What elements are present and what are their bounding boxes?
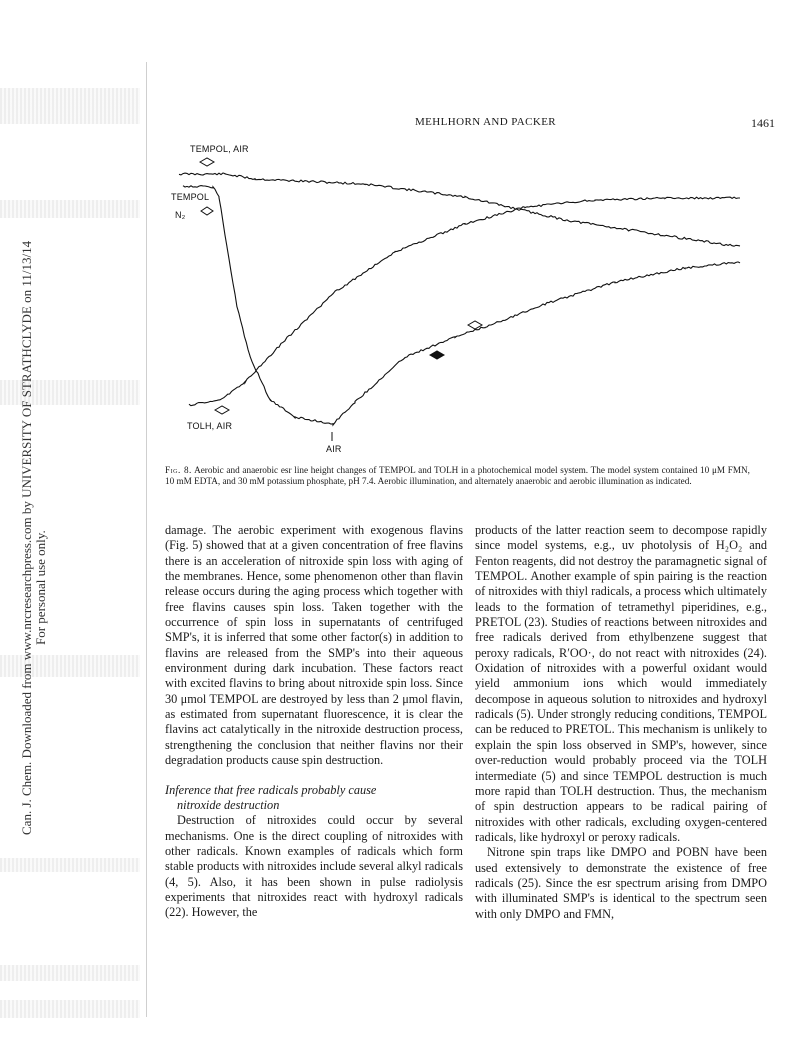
personal-use-line: For personal use only. — [33, 530, 48, 645]
section-heading — [165, 783, 463, 814]
label-tempol: TEMPOL — [171, 192, 210, 202]
section-heading-line-2: nitroxide destruction — [177, 797, 280, 812]
right-paragraph-2: Nitrone spin traps like DMPO and POBN have been used extensively to demonstrate the existence of free radicals (25). Since the esr spectrum arising from DMPO with illuminated SMP's is identical to the spectrum seen with only DMPO and FMN, — [475, 845, 767, 921]
scan-artifact — [0, 965, 140, 981]
label-tolh-air: TOLH, AIR — [187, 421, 233, 431]
scan-artifact — [0, 1000, 140, 1018]
filled-marker-icon — [430, 351, 444, 359]
trace-tolh-air — [189, 197, 740, 406]
scan-artifact — [0, 88, 140, 124]
esr-line-height-plot — [165, 132, 755, 462]
figure-caption — [165, 465, 750, 487]
right-paragraph-1: products of the latter reaction seem to decompose rapidly since model systems, e.g., uv photolysis of H₂O₂ and Fenton reagents, did not destroy the paramagnetic signal of TEMPOL. Another example of spin pairing is the reaction of nitroxides with thiyl radicals, a process which ultimately leads to the formation of tetramethyl piperidines, e.g., PRETOL (23). Studies of reactions between nitroxides and free radicals derived from ethylbenzene suggest that peroxy radicals, R′OO·, do not react with nitroxides (24). Oxidation of nitroxides with a powerful oxidant would yield ammonium ions which would immediately decompose in aqueous solution to nitroxides and hydroxyl radicals (5). Under strongly reducing conditions, TEMPOL can be reduced to PRETOL. This mechanism is unlikely to explain the spin loss observed in SMP's, however, since over-reduction would probably proceed via the TOLH intermediate (5) and since TEMPOL destruction is much more rapid than TOLH destruction. Thus, the mechanism of spin destruction appears to be radical pairing of nitroxides with other radicals, excluding oxygen-centered radicals, like hydroxyl or peroxy radicals. — [475, 523, 767, 844]
aerobic-marker-icon — [200, 158, 214, 166]
trace-tempol-n2 — [183, 186, 740, 425]
label-tempol-air: TEMPOL, AIR — [190, 144, 249, 154]
figure-8 — [165, 132, 755, 462]
download-citation — [20, 145, 48, 835]
scan-artifact — [0, 858, 140, 872]
tolh-aerobic-marker-icon — [215, 406, 229, 414]
running-head: MEHLHORN AND PACKER — [415, 116, 557, 128]
figure-number: Fig. 8. — [165, 465, 192, 475]
citation-line: Can. J. Chem. Downloaded from www.nrcresearchpress.com by UNIVERSITY OF STRATHCLYDE on 11/13/14 — [19, 240, 34, 835]
label-n2: N₂ — [175, 210, 186, 220]
trace-tempol-air — [179, 173, 740, 246]
page-edge-line — [146, 62, 147, 1017]
left-column — [165, 523, 463, 921]
page-number: 1461 — [751, 116, 775, 130]
right-column — [475, 523, 767, 922]
anaerobic-marker-icon — [201, 207, 213, 215]
caption-text: Aerobic and anaerobic esr line height changes of TEMPOL and TOLH in a photochemical model system. The model system contained 10 μM FMN, 10 mM EDTA, and 30 mM potassium phosphate, pH 7.4. Aerobic illumination, and alternately anaerobic and aerobic illumination as indicated. — [165, 465, 750, 487]
section-heading-line-1: Inference that free radicals probably cause — [165, 782, 377, 797]
left-paragraph-1: damage. The aerobic experiment with exogenous flavins (Fig. 5) showed that at a given concentration of free flavins there is an acceleration of nitroxide spin loss with aging of the membranes. Hence, some phenomenon other than flavin release occurs during the aging process which together with free flavins causes spin loss. Taken together with the occurrence of spin loss in supernatants of centrifuged SMP's, it is inferred that some other factor(s) in addition to flavins are released from the SMP's into their aqueous environment during dark incubation. These factors react with excited flavins to bring about nitroxide spin loss. Since 30 μmol TEMPOL are destroyed by less than 2 μmol flavin, as estimated from supernatant fluorescence, it is clear the flavins act catalytically in the nitroxide destruction process, strengthening the conclusion that neither flavins nor their degradation products cause spin destruction. — [165, 523, 463, 768]
label-air: AIR — [326, 444, 342, 454]
left-paragraph-2: Destruction of nitroxides could occur by several mechanisms. One is the direct coupling of nitroxides with other radicals. Known examples of radicals which form stable products with nitroxides include several alkyl radicals (4, 5). Also, it has been shown in pulse radiolysis experiments that nitroxides react with hydroxyl radicals (22). However, the — [165, 813, 463, 920]
